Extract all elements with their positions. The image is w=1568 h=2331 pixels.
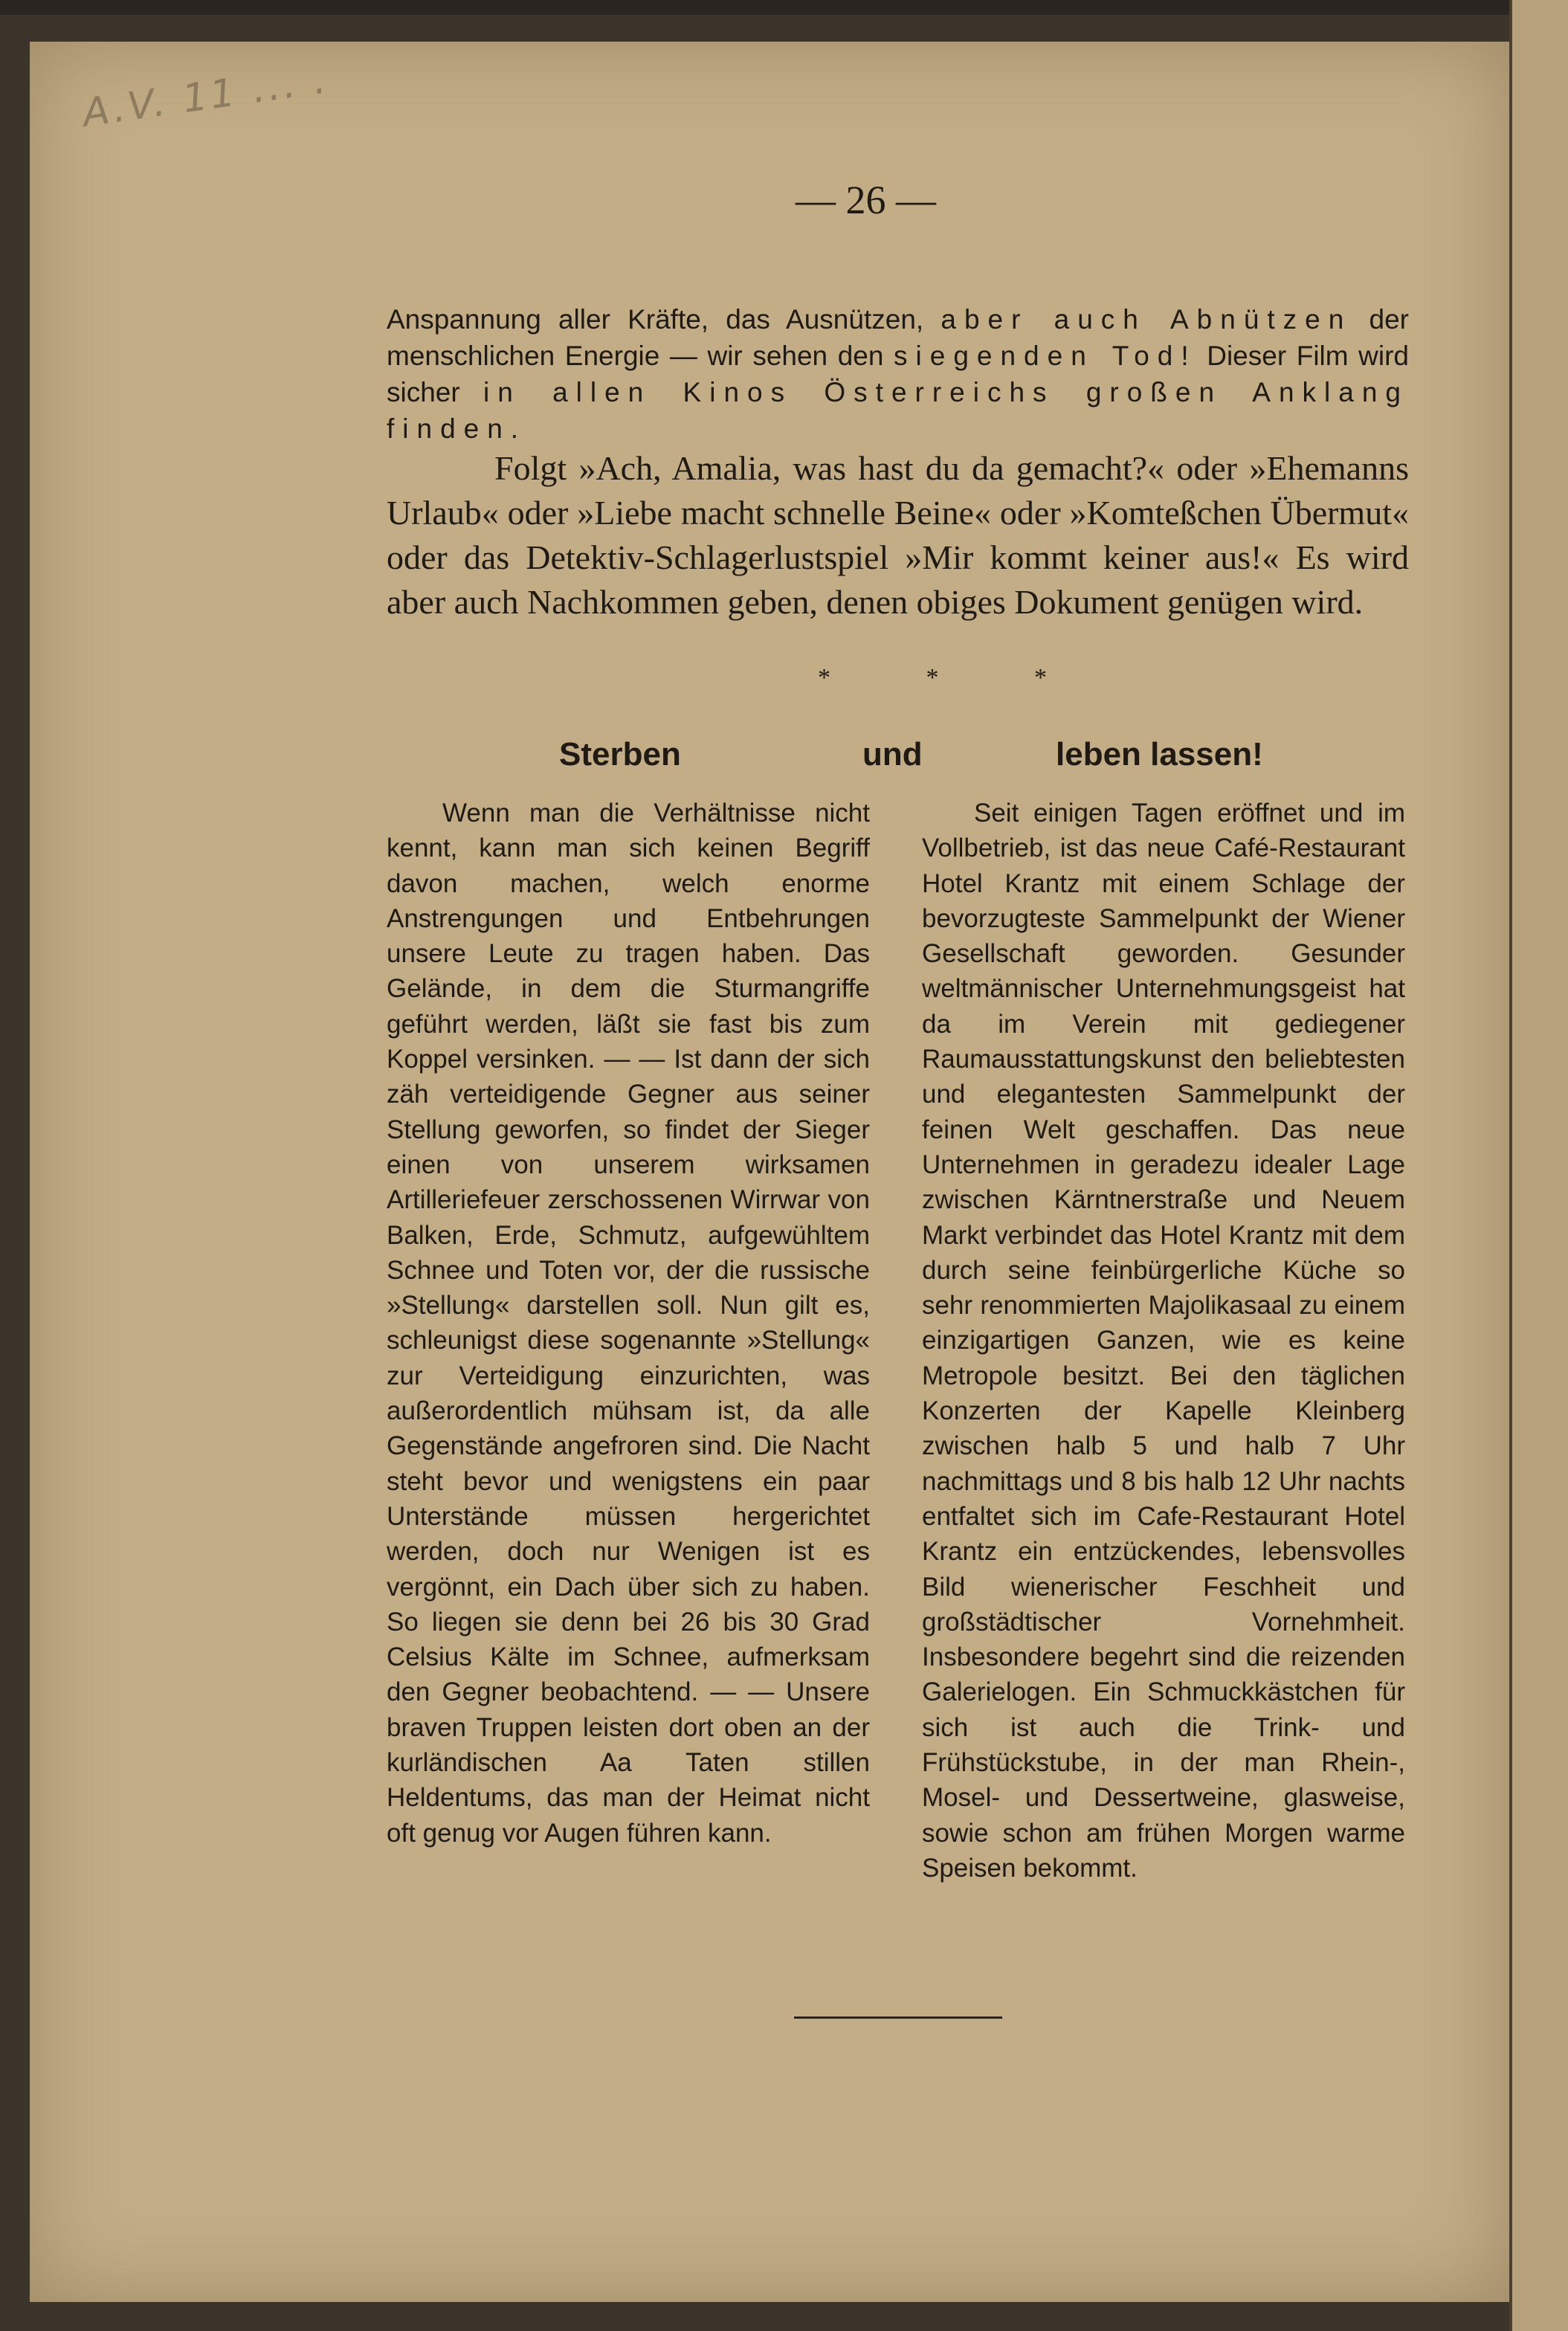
intro-text-2: der menschlichen Energie — wir sehen den: [387, 304, 1410, 371]
intro-text-3: Dieser Film wird sicher: [387, 341, 1409, 407]
intro-spaced-2: siegenden Tod!: [894, 341, 1197, 371]
right-column: [922, 796, 1405, 1886]
closing-rule: [794, 2016, 1002, 2019]
intro-spaced-1: aber auch Abnützen: [941, 304, 1352, 335]
headline-sterben: Sterben: [559, 736, 681, 773]
page-number: — 26 —: [796, 178, 936, 222]
right-column-text: Seit einigen Tagen eröffnet und im Vollbetrieb, ist das neue Café-Restaurant Hotel Krantz mit einem Schlage der bevorzugteste Sammelpunkt der Wiener Gesellschaft geworden. Gesunder weltmännischer Unternehmungsgeist hat da im Verein mit gediegener Raumausstattungskunst den beliebtesten und elegantesten Sammelpunkt der feinen Welt geschaffen. Das neue Unternehmen in geradezu idealer Lage zwischen Kärntnerstraße und Neuem Markt verbindet das Hotel Krantz mit dem durch seine feinbürgerliche Küche so sehr renommierten Majolikasaal zu einem einzigartigen Ganzen, wie es keine Metropole besitzt. Bei den täglichen Konzerten der Kapelle Kleinberg zwischen halb 5 und halb 7 Uhr nachmittags und 8 bis halb 12 Uhr nachts entfaltet sich im Cafe-Restaurant Hotel Krantz ein entzückendes, lebensvolles Bild wienerischer Feschheit und großstädtischer Vornehmheit. Insbesondere begehrt sind die reizenden Galerielogen. Ein Schmuckkästchen für sich ist auch die Trink- und Frühstückstube, in der man Rhein-, Mosel- und Dessertweine, glasweise, sowie schon am frühen Morgen warme Speisen bekommt.: [922, 799, 1405, 1883]
headline-leben-lassen: leben lassen!: [1056, 736, 1263, 773]
adjacent-page-strip: [1509, 0, 1568, 2331]
scan-top-edge: [0, 0, 1568, 15]
left-column-text: Wenn man die Verhältnisse nicht kennt, kann man sich keinen Begriff davon machen, welch enorme Anstrengungen und Entbehrungen unsere Leute zu tragen haben. Das Gelände, in dem die Sturmangriffe geführt werden, läßt sie fast bis zum Koppel versinken. — — Ist dann der sich zäh verteidigende Gegner aus seiner Stellung geworfen, so findet der Sieger einen von unserem wirksamen Artilleriefeuer zerschossenen Wirrwar von Balken, Erde, Schmutz, aufgewühltem Schnee und Toten vor, der die russische »Stellung« darstellen soll. Nun gilt es, schleunigst diese sogenannte »Stellung« zur Verteidigung einzurichten, was außerordentlich mühsam ist, da alle Gegenstände angefroren sind. Die Nacht steht bevor und wenigstens ein paar Unterstände müssen hergerichtet werden, doch nur Wenigen ist es vergönnt, ein Dach über sich zu haben. So liegen sie denn bei 26 bis 30 Grad Celsius Kälte im Schnee, aufmerksam den Gegner beobachtend. — — Unsere braven Truppen leisten dort oben an der kurländischen Aa Taten stillen Heldentums, das man der Heimat nicht oft genug vor Augen führen kann.: [387, 799, 870, 1848]
intro-text-1: Anspannung aller Kräfte, das Ausnützen,: [387, 304, 924, 335]
intro-paragraph: [387, 301, 1409, 447]
pencil-annotation: A.V. 11 ... .: [80, 57, 332, 136]
section-separator: * * *: [818, 664, 1091, 691]
headline-und: und: [862, 736, 923, 773]
left-column: [387, 796, 870, 1851]
intro-spaced-3: in allen Kinos Österreichs großen Anklang finden.: [387, 377, 1410, 444]
follow-paragraph: Folgt »Ach, Amalia, was hast du da gemacht?« oder »Ehemanns Urlaub« oder »Liebe macht schnelle Beine« oder »Komteßchen Übermut« oder das Detektiv-Schlagerlustspiel »Mir kommt keiner aus!« Es wird aber auch Nachkommen geben, denen obiges Dokument genügen wird.: [387, 449, 1409, 621]
